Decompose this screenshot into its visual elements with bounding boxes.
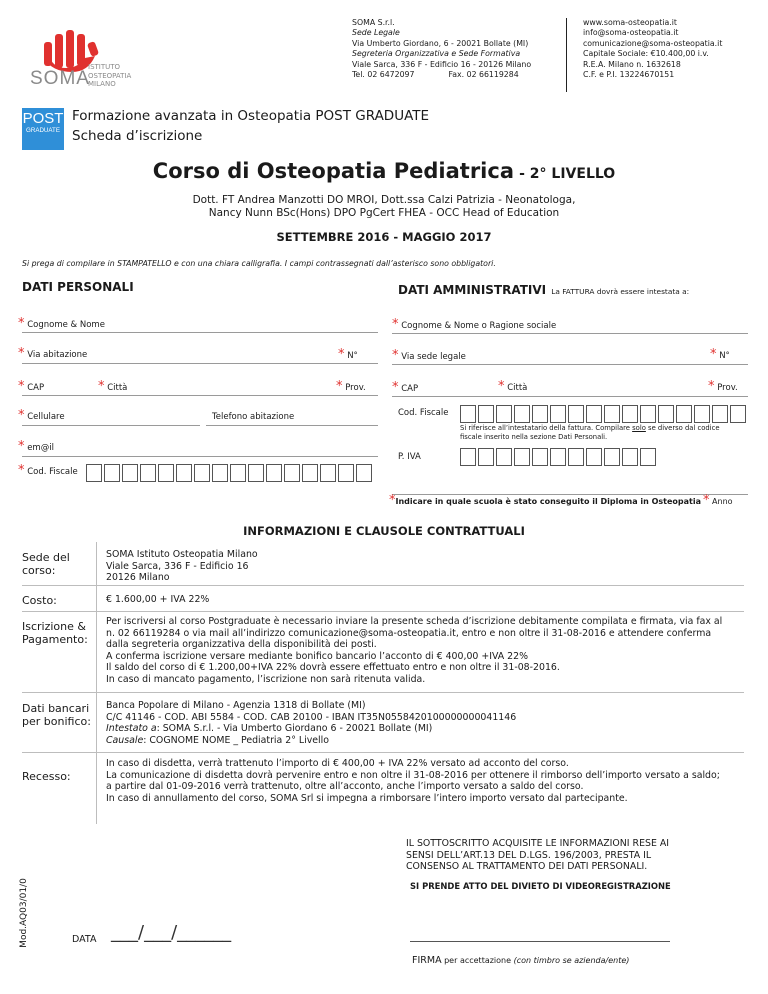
form-type: Scheda d’iscrizione [72,128,203,144]
teachers: Dott. FT Andrea Manzotti DO MROI, Dott.ssa Calzi Patrizia - Neonatologa, Nancy Nunn BSc(Hons) DPO PgCert FHEA - OCC Head of Education [192,194,576,219]
enrollment-label: Iscrizione & Pagamento: [22,620,88,646]
cost-label: Costo: [22,594,57,607]
divider [22,585,744,586]
school-field[interactable] [392,494,748,495]
signature-label: FIRMA per accettazione (con timbro se azienda/ente) [412,955,630,966]
divider [22,611,744,612]
personal-data-heading: DATI PERSONALI [22,280,134,294]
signature-line[interactable] [410,941,670,942]
info-email-link[interactable]: info@soma-osteopatia.it [583,28,679,38]
enrollment-text: Per iscriversi al corso Postgraduate è necessario inviare la presente scheda d’iscrizione debitamente compilata e firmata, via fax al n. 02 66119284 o via mail all’indirizzo comunicazione@soma-osteopatia.it, entro e non oltre il 31-08-2016 e attendere conferma dalla segreteria organizzativa della disponibilità dei posti. A conferma iscrizione versare mediante bonifico bancario l’acconto di € 400,00 +IVA 22% Il saldo del corso di € 1.200,00+IVA 22% dovrà essere effettuato entro e non oltre il 31-08-2016. In caso di mancato pagamento, l’iscrizione non sarà ritenuta valida. [106,616,723,685]
personal-cf-boxes[interactable] [86,464,374,482]
legal-street-field[interactable] [392,364,748,365]
withdrawal-label: Recesso: [22,770,71,783]
legal-number-label: * N° [710,347,730,362]
withdrawal-text: In caso di disdetta, verrà trattenuto l’importo di € 400,00 + IVA 22% versato ad acconto del corso. La comunicazione di disdetta dovrà pervenire entro e non oltre il 31-08-2016 per ottenere il rimborso dell’importo versato a saldo; a partire dal 01-09-2016 verrà trattenuto, oltre all’acconto, anche l’importo versato a saldo del corso. In caso di annullamento del corso, SOMA Srl si impegna a rimborsare l’intero importo versato dal partecipante. [106,758,720,804]
cost-text: € 1.600,00 + IVA 22% [106,594,210,605]
home-phone-field[interactable] [206,425,378,426]
divider [22,692,744,693]
vat-boxes[interactable] [460,448,658,466]
website-link[interactable]: www.soma-osteopatia.it [583,18,677,27]
mobile-label: * Cellulare [18,408,65,423]
header-divider [566,18,567,92]
home-phone-label: Telefono abitazione [212,412,295,422]
admin-cf-boxes[interactable] [460,405,748,423]
venue-text: SOMA Istituto Osteopatia Milano Viale Sarca, 336 F - Edificio 16 20126 Milano [106,549,258,584]
business-name-field[interactable] [392,333,748,334]
divider [22,752,744,753]
cap-label: * CAP [18,379,45,394]
business-name-label: * Cognome & Nome o Ragione sociale [392,317,557,332]
course-title: Corso di Osteopatia Pediatrica - 2° LIVELLO [152,159,616,183]
admin-province-label: * Prov. [708,379,738,394]
mobile-field[interactable] [22,425,200,426]
date-field[interactable]: ___/___/______ [111,922,232,943]
email-field[interactable] [22,456,378,457]
privacy-consent: IL SOTTOSCRITTO ACQUISITE LE INFORMAZIONI RESE AI SENSI DELL’ART.13 DEL D.LGS. 196/2003, PRESTA IL CONSENSO AL TRATTAMENTO DEI DATI PERSONALI. [406,838,670,873]
info-heading: INFORMAZIONI E CLAUSOLE CONTRATTUALI [243,524,525,538]
cap-city-field[interactable] [22,395,378,396]
admin-data-heading: DATI AMMINISTRATIVI La FATTURA dovrà essere intestata a: [398,283,690,297]
vat-label: P. IVA [398,452,421,462]
admin-cap-city-field[interactable] [392,396,748,397]
instructions: Si prega di compilare in STAMPATELLO e con una chiara calligrafia. I campi contrassegnati dall’asterisco sono obbligatori. [22,259,496,268]
city-label: * Città [98,379,128,394]
comm-email-link[interactable]: comunicazione@soma-osteopatia.it [583,38,723,48]
year-label: * Anno [703,493,733,508]
bank-text: Banca Popolare di Milano - Agenzia 1318 di Bollate (MI) C/C 41146 - COD. ABI 5584 - COD. CAB 20100 - IBAN IT35N0558420100000000041146 Intestato a: SOMA S.r.l. - Via Umberto Giordano 6 - 20021 Bollate (MI) Causale: COGNOME NOME _ Pediatria 2° Livello [106,700,517,746]
home-street-field[interactable] [22,363,378,364]
legal-street-label: * Via sede legale [392,348,466,363]
post-graduate-badge: POST GRADUATE [22,108,64,150]
venue-label: Sede del corso: [22,551,70,577]
school-label: *Indicare in quale scuola è stato conseguito il Diploma in Osteopatia [389,493,702,508]
logo-word: SOMA [30,68,90,89]
bank-label: Dati bancari per bonifico: [22,702,91,728]
no-recording-notice: SI PRENDE ATTO DEL DIVIETO DI VIDEOREGISTRAZIONE [410,881,671,891]
surname-name-label: * Cognome & Nome [18,316,105,331]
company-info: SOMA S.r.l. Sede Legale Via Umberto Giordano, 6 - 20021 Bollate (MI) Segreteria Organizzativa e Sede Formativa Viale Sarca, 336 F - Edificio 16 - 20126 Milano Tel. 02 6472097 Fax. 02 66119284 [352,18,532,80]
home-street-label: * Via abitazione [18,346,88,361]
form-code: Mod.AQ03/01/0 [19,878,29,948]
surname-name-field[interactable] [22,332,378,333]
admin-cf-note: Si riferisce all’intestatario della fattura. Compilare solo se diverso dal codice fiscale inserito nella sezione Dati Personali. [460,424,720,441]
email-label: * em@il [18,439,54,454]
admin-city-label: * Città [498,379,528,394]
home-number-label: * N° [338,347,358,362]
contact-info: www.soma-osteopatia.it info@soma-osteopatia.it comunicazione@soma-osteopatia.it Capitale Sociale: €10.400,00 i.v. R.E.A. Milano n. 1632618 C.F. e P.I. 13224670151 [583,18,723,80]
course-dates: SETTEMBRE 2016 - MAGGIO 2017 [276,230,492,244]
date-label: DATA [72,934,97,945]
province-label: * Prov. [336,379,366,394]
logo-subtitle: ISTITUTO OSTEOPATIA MILANO [88,63,132,88]
admin-cap-label: * CAP [392,380,419,395]
admin-cf-label: Cod. Fiscale [398,408,449,418]
program-subtitle: Formazione avanzata in Osteopatia POST GRADUATE [72,108,430,124]
personal-cf-label: * Cod. Fiscale [18,463,78,478]
